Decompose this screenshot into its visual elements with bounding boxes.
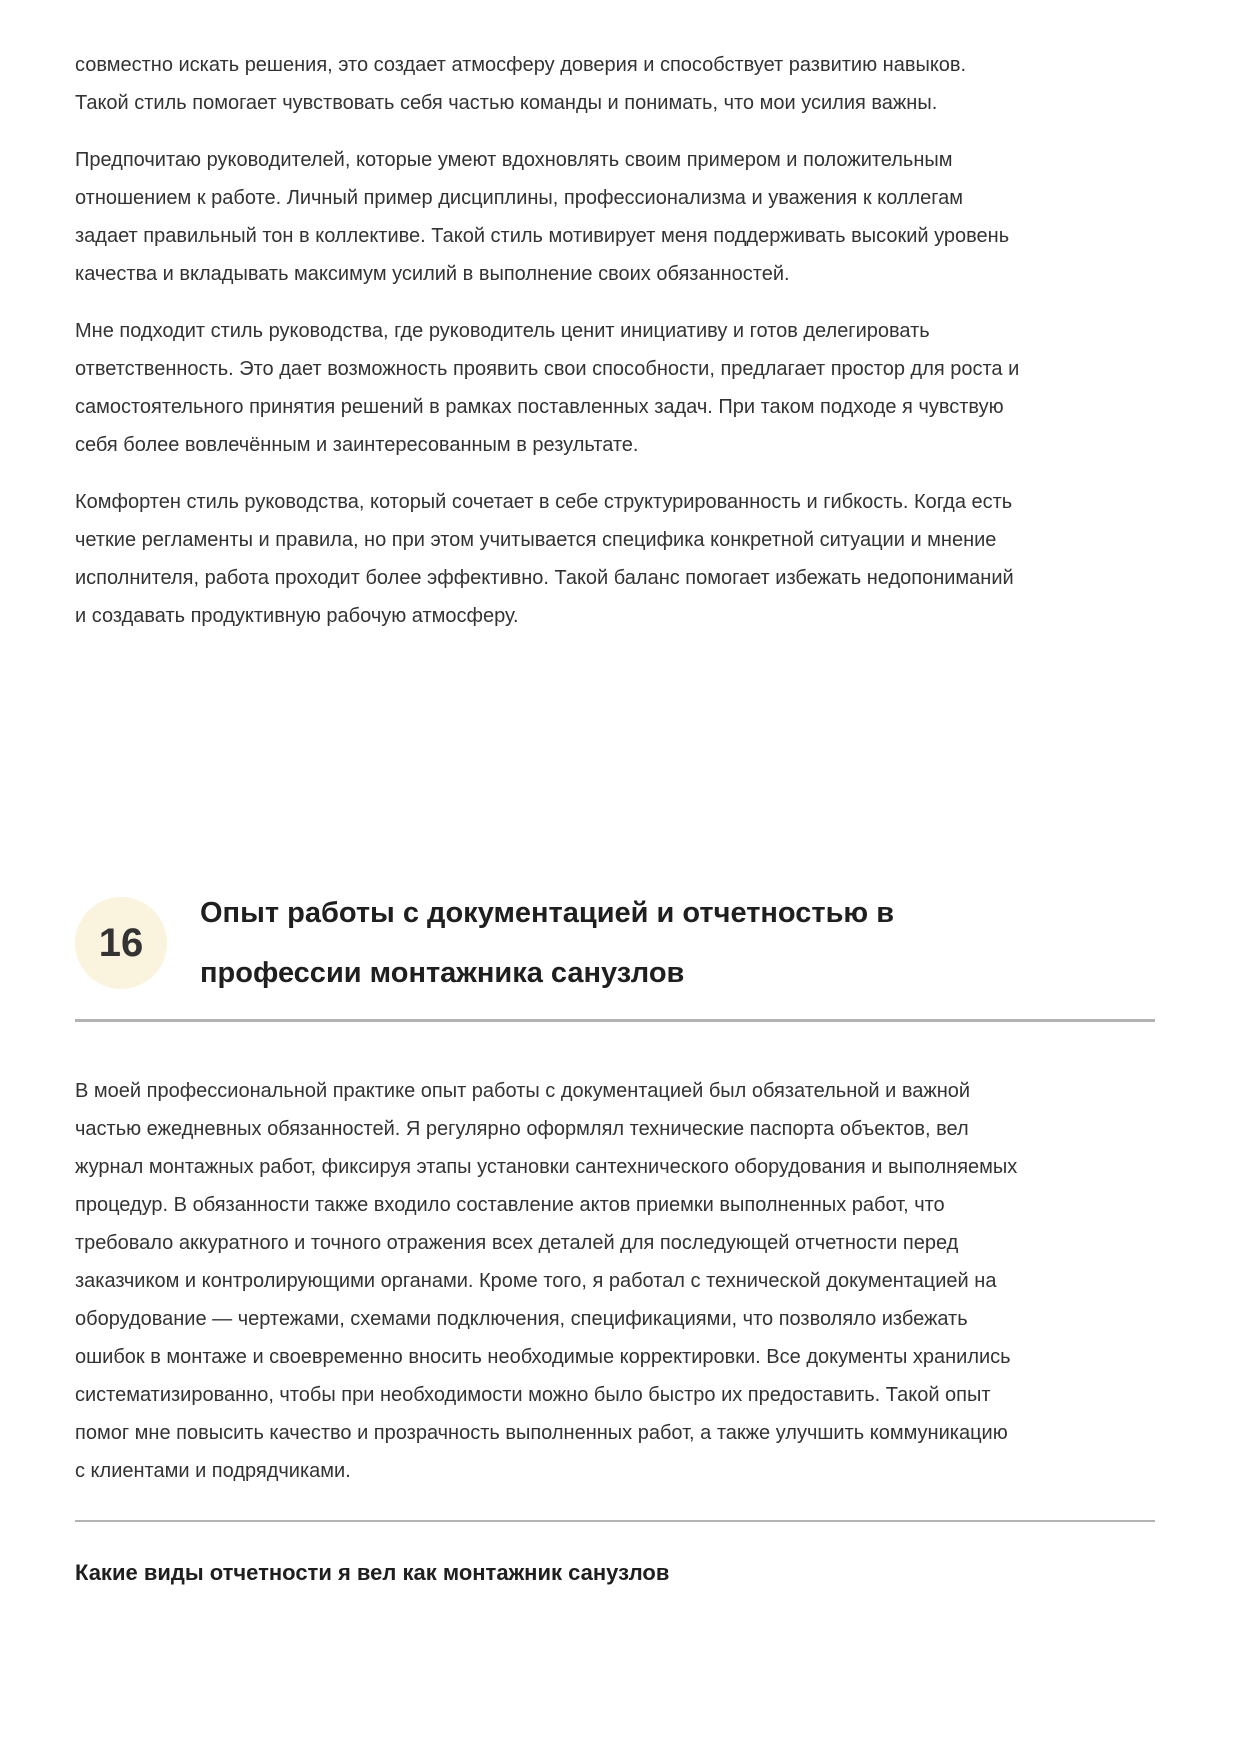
section-divider — [75, 1019, 1155, 1022]
subsection-divider — [75, 1520, 1155, 1522]
paragraph: Мне подходит стиль руководства, где руководитель ценит инициативу и готов делегировать ответственность. Это дает возможность проявить свои способности, предлагает простор для роста и самостоятельного принятия решений в рамках поставленных задач. При таком подходе я чувствую себя более вовлечённым и заинтересованным в результате. — [75, 320, 1020, 456]
section-number: 16 — [98, 920, 144, 965]
document-content — [75, 46, 1155, 1588]
section-number-badge — [75, 897, 167, 989]
sub-question-heading: Какие виды отчетности я вел как монтажник санузлов — [75, 1560, 670, 1585]
paragraph: совместно искать решения, это создает атмосферу доверия и способствует развитию навыков. Такой стиль помогает чувствовать себя частью команды и понимать, что мои усилия важны. — [75, 54, 967, 114]
section-header — [75, 883, 1155, 1003]
section-body-paragraph: В моей профессиональной практике опыт работы с документацией был обязательной и важной частью ежедневных обязанностей. Я регулярно оформлял технические паспорта объектов, вел журнал монтажных работ, фиксируя этапы установки сантехнического оборудования и выполняемых процедур. В обязанности также входило составление актов приемки выполненных работ, что требовало аккуратного и точного отражения всех деталей для последующей отчетности перед заказчиком и контролирующими органами. Кроме того, я работал с технической документацией на оборудование — чертежами, схемами подключения, спецификациями, что позволяло избежать ошибок в монтаже и своевременно вносить необходимые корректировки. Все документы хранились систематизированно, чтобы при необходимости можно было быстро их предоставить. Такой опыт помог мне повысить качество и прозрачность выполненных работ, а также улучшить коммуникацию с клиентами и подрядчиками. — [75, 1080, 1018, 1482]
section-title: Опыт работы с документацией и отчетностью в профессии монтажника санузлов — [200, 897, 895, 989]
paragraph: Комфортен стиль руководства, который сочетает в себе структурированность и гибкость. Когда есть четкие регламенты и правила, но при этом учитывается специфика конкретной ситуации и мнение исполнителя, работа проходит более эффективно. Такой баланс помогает избежать недопониманий и создавать продуктивную рабочую атмосферу. — [75, 491, 1014, 627]
paragraph: Предпочитаю руководителей, которые умеют вдохновлять своим примером и положительным отношением к работе. Личный пример дисциплины, профессионализма и уважения к коллегам задает правильный тон в коллективе. Такой стиль мотивирует меня поддерживать высокий уровень качества и вкладывать максимум усилий в выполнение своих обязанностей. — [75, 149, 1010, 285]
